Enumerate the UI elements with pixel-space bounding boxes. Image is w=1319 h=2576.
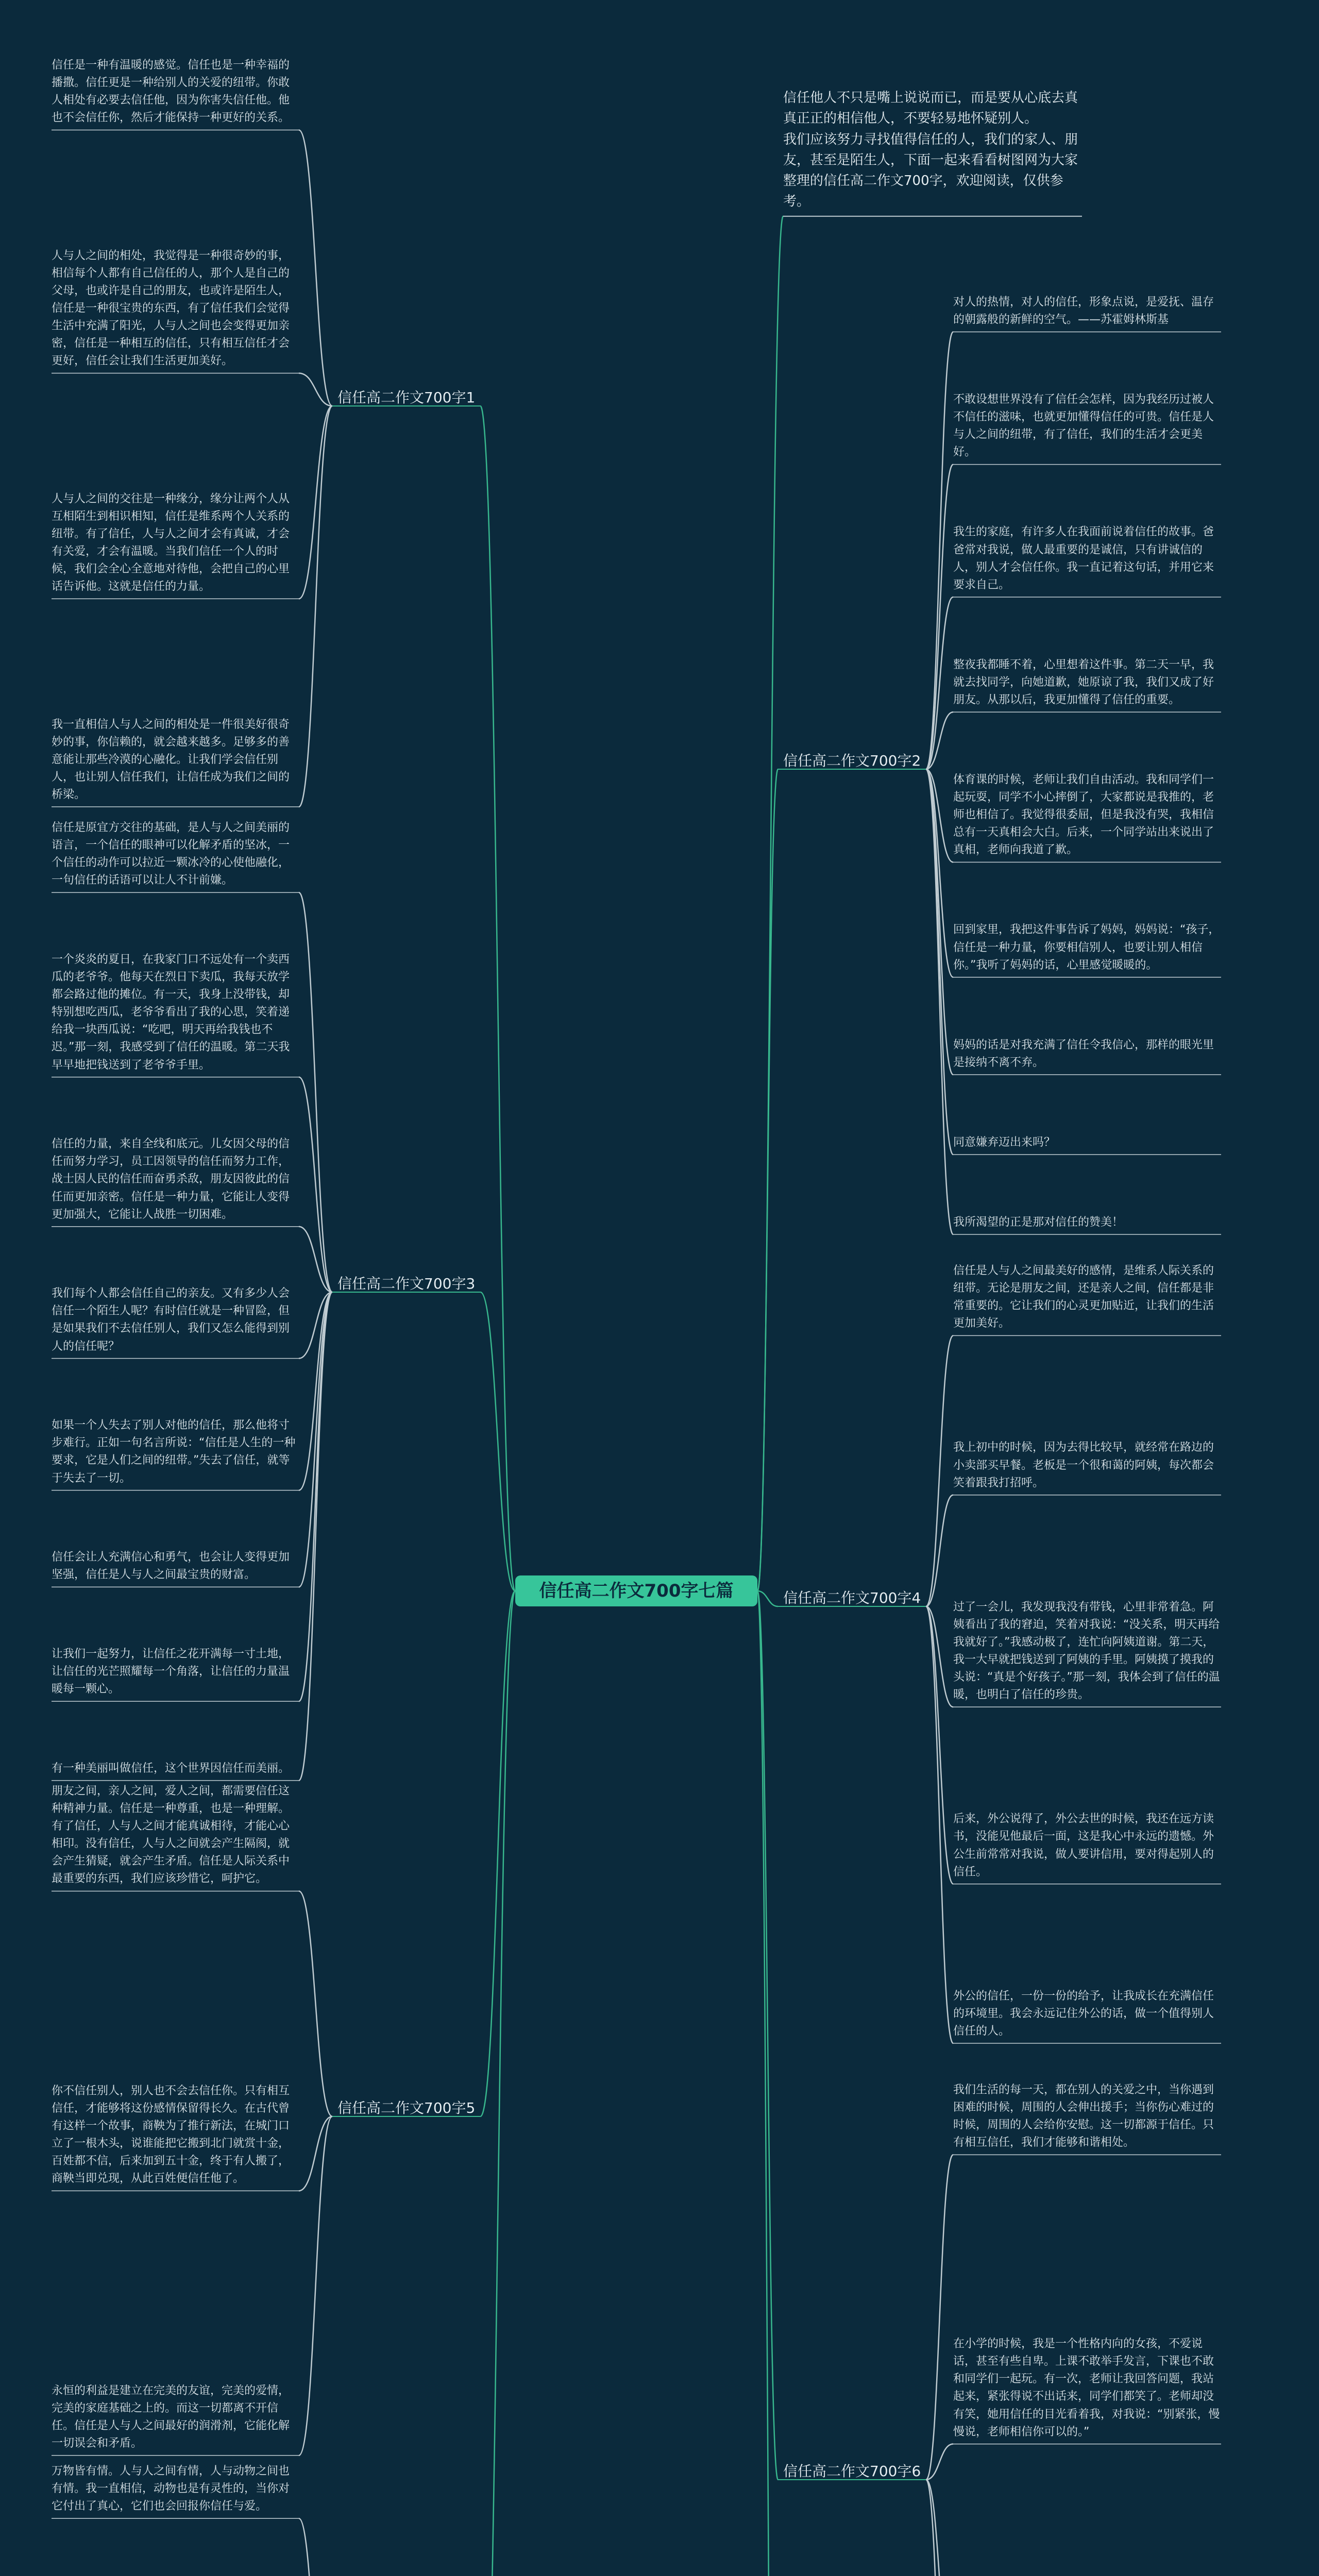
- connector: [480, 406, 515, 1591]
- connector: [926, 465, 953, 769]
- leaf-text: 一个炎炎的夏日，在我家门口不远处有一个卖西瓜的老爷爷。他每天在烈日下卖瓜，我每天放学都会路过他的摊位。有一天，我身上没带钱，却特别想吃西瓜，老爷爷看出了我的心思，笑着递给我一块西瓜说：“吃吧，明天再给我钱也不迟。”那一刻，我感受到了信任的温暖。第二天我早早地把钱送到了老爷爷手里。: [52, 953, 290, 1072]
- connector: [299, 1292, 332, 1781]
- connector: [299, 892, 332, 1292]
- connector: [926, 1606, 953, 2043]
- branch-label[interactable]: 信任高二作文700字2: [783, 752, 921, 769]
- leaf-text: 信任是原宜方交往的基础，是人与人之间美丽的语言，一个信任的眼神可以化解矛盾的坚冰，一个信任的动作可以拉近一颗冰冷的心使他融化，一句信任的话语可以让人不计前嫌。: [52, 821, 290, 887]
- leaf-text: 我们生活的每一天，都在别人的关爱之中，当你遇到困难的时候，周围的人会伸出援手；当你伤心难过的时候，周围的人会给你安慰。这一切都源于信任。只有相互信任，我们才能够和谐相处。: [953, 2083, 1214, 2149]
- leaf-text: 我上初中的时候，因为去得比较早，就经常在路边的小卖部买早餐。老板是一个很和蔼的阿姨，每次都会笑着跟我打招呼。: [953, 1441, 1214, 1489]
- connector: [480, 1591, 515, 2116]
- leaf-text: 整夜我都睡不着，心里想着这件事。第二天一早，我就去找同学，向她道歉，她原谅了我，我们又成了好朋友。从那以后，我更加懂得了信任的重要。: [953, 658, 1214, 706]
- leaf-text: 不敢设想世界没有了信任会怎样，因为我经历过被人不信任的滋味，也就更加懂得信任的可贵。信任是人与人之间的纽带，有了信任，我们的生活才会更美好。: [953, 393, 1214, 459]
- root-node[interactable]: 信任高二作文700字七篇: [515, 1575, 757, 1606]
- branch-label[interactable]: 信任高二作文700字6: [783, 2463, 921, 2480]
- connector: [299, 406, 332, 599]
- leaf-text: 在小学的时候，我是一个性格内向的女孩，不爱说话，甚至有些自卑。上课不敢举手发言，下课也不敢和同学们一起玩。有一次，老师让我回答问题，我站起来，紧张得说不出话来，同学们都笑了。老师却没有笑，她用信任的目光看着我，对我说：“别紧张，慢慢说，老师相信你可以的。”: [953, 2337, 1220, 2438]
- connector: [299, 1292, 332, 1701]
- connector: [299, 2116, 332, 2455]
- leaf-text: 信任是人与人之间最美好的感情，是维系人际关系的纽带。无论是朋友之间，还是亲人之间，信任都是非常重要的。它让我们的心灵更加贴近，让我们的生活更加美好。: [953, 1264, 1214, 1330]
- connector: [926, 1335, 953, 1606]
- connector: [926, 769, 953, 1155]
- leaf-text: 信任是一种有温暖的感觉。信任也是一种幸福的播撒。信任更是一种给别人的关爱的纽带。你敢人相处有必要去信任他，因为你害失信任他。他也不会信任你，然后才能保持一种更好的关系。: [52, 59, 290, 125]
- leaf-text: 你不信任别人，别人也不会去信任你。只有相互信任，才能够将这份感情保留得长久。在古代曾有这样一个故事，商鞅为了推行新法，在城门口立了一根木头，说谁能把它搬到北门就赏十金，百姓都不信，后来加到五十金，终于有人搬了，商鞅当即兑现，从此百姓便信任他了。: [52, 2084, 290, 2185]
- leaf-text: 外公的信任，一份一份的给予，让我成长在充满信任的环境里。我会永远记住外公的话，做一个值得别人信任的人。: [953, 1989, 1214, 2038]
- leaf-text: 如果一个人失去了别人对他的信任，那么他将寸步难行。正如一句名言所说：“信任是人生的一种要求，它是人们之间的纽带。”失去了信任，就等于失去了一切。: [52, 1419, 296, 1485]
- leaf-text: 我生的家庭，有许多人在我面前说着信任的故事。爸爸常对我说，做人最重要的是诚信，只有讲诚信的人，别人才会信任你。我一直记着这句话，并用它来要求自己。: [953, 526, 1214, 591]
- connector: [299, 130, 332, 406]
- branch-label[interactable]: 信任高二作文700字5: [337, 2099, 476, 2116]
- intro-text: 信任他人不只是嘴上说说而已，而是要从心底去真真正正的相信他人，不要轻易地怀疑别人。 我们应该努力寻找值得信任的人，我们的家人、朋友，甚至是陌生人，下面一起来看看树图网为大家整理的信任高二作文700字，欢迎阅读，仅供参考。: [783, 90, 1078, 210]
- connector: [757, 1591, 778, 1606]
- leaf-text: 过了一会儿，我发现我没有带钱，心里非常着急。阿姨看出了我的窘迫，笑着对我说：“没关系，明天再给我就好了。”我感动极了，连忙向阿姨道谢。第二天，我一大早就把钱送到了阿姨的手里。阿姨摸了摸我的头说：“真是个好孩子。”那一刻，我体会到了信任的温暖，也明白了信任的珍贵。: [953, 1600, 1220, 1702]
- leaf-text: 人与人之间的交往是一种缘分，缘分让两个人从互相陌生到相识相知，信任是维系两个人关系的纽带。有了信任，人与人之间才会有真诚，才会有关爱，才会有温暖。当我们信任一个人的时候，我们会全心全意地对待他，会把自己的心里话告诉他。这就是信任的力量。: [52, 492, 290, 594]
- connector: [926, 1495, 953, 1606]
- leaf-text: 回到家里，我把这件事告诉了妈妈，妈妈说：“孩子，信任是一种力量，你要相信别人，也要让别人相信你。”我听了妈妈的话，心里感觉暖暖的。: [953, 923, 1220, 972]
- leaf-text: 永恒的利益是建立在完美的友谊，完美的爱情，完美的家庭基础之上的。而这一切都离不开信任。信任是人与人之间最好的润滑剂，它能化解一切误会和矛盾。: [52, 2384, 290, 2450]
- connector: [299, 2518, 332, 2576]
- connector: [926, 2480, 953, 2576]
- branch-label[interactable]: 信任高二作文700字3: [337, 1275, 476, 1292]
- leaf-text: 人与人之间的相处，我觉得是一种很奇妙的事，相信每个人都有自己信任的人，那个人是自己的父母，也或许是自己的朋友，也或许是陌生人，信任是一种很宝贵的东西，有了信任我们会觉得生活中充满了阳光，人与人之间也会变得更加亲密，信任是一种相互的信任，只有相互信任才会更好，信任会让我们生活更加美好。: [52, 249, 290, 368]
- connector: [757, 216, 783, 1591]
- leaf-text: 我所渴望的正是那对信任的赞美！: [953, 1215, 1124, 1229]
- leaf-text: 信任的力量，来自全线和底元。儿女因父母的信任而努力学习，员工因领导的信任而努力工作，战士因人民的信任而奋勇杀敌，朋友因彼此的信任而更加亲密。信任是一种力量，它能让人变得更加强大，它能让人战胜一切困难。: [52, 1138, 290, 1221]
- leaf-text: 对人的热情，对人的信任，形象点说，是爱抚、温存的朝露般的新鲜的空气。——苏霍姆林斯基: [953, 296, 1214, 327]
- connector: [299, 1227, 332, 1292]
- branch-label[interactable]: 信任高二作文700字1: [337, 389, 476, 406]
- leaf-text: 妈妈的话是对我充满了信任令我信心，那样的眼光里是接纳不离不弃。: [953, 1038, 1214, 1069]
- branch-label[interactable]: 信任高二作文700字4: [783, 1589, 921, 1606]
- leaf-text: 有一种美丽叫做信任，这个世界因信任而美丽。: [52, 1761, 290, 1775]
- connector: [926, 2155, 953, 2480]
- leaf-text: 万物皆有情。人与人之间有情，人与动物之间也有情。我一直相信，动物也是有灵性的，当你对它付出了真心，它们也会回报你信任与爱。: [52, 2465, 290, 2513]
- leaf-text: 朋友之间，亲人之间，爱人之间，都需要信任这种精神力量。信任是一种尊重，也是一种理解。有了信任，人与人之间才能真诚相待，才能心心相印。没有信任，人与人之间就会产生隔阂，就会产生猜疑，就会产生矛盾。信任是人际关系中最重要的东西，我们应该珍惜它，呵护它。: [52, 1785, 290, 1886]
- connector: [299, 373, 332, 406]
- leaf-text: 让我们一起努力，让信任之花开满每一寸土地，让信任的光芒照耀每一个角落，让信任的力量温暖每一颗心。: [52, 1648, 290, 1696]
- leaf-text: 同意嫌弃迈出来吗？: [953, 1136, 1056, 1149]
- leaf-text: 信任会让人充满信心和勇气，也会让人变得更加坚强，信任是人与人之间最宝贵的财富。: [52, 1551, 290, 1582]
- connector: [926, 332, 953, 769]
- leaf-text: 我们每个人都会信任自己的亲友。又有多少人会信任一个陌生人呢？有时信任就是一种冒险，但是如果我们不去信任别人，我们又怎么能得到别人的信任呢？: [52, 1287, 290, 1353]
- connector: [926, 769, 953, 1234]
- connector: [480, 1591, 515, 2576]
- connector: [299, 1292, 332, 1490]
- connector: [299, 1891, 332, 2116]
- connector: [926, 2444, 953, 2480]
- leaf-text: 体育课的时候，老师让我们自由活动。我和同学们一起玩耍，同学不小心摔倒了，大家都说是我推的，老师也相信了。我觉得很委屈，但是我没有哭，我相信总有一天真相会大白。后来，一个同学站出来说出了真相，老师向我道了歉。: [953, 773, 1214, 857]
- leaf-text: 我一直相信人与人之间的相处是一件很美好很奇妙的事，你信赖的，就会越来越多。足够多的善意能让那些冷漠的心融化。让我们学会信任别人，也让别人信任我们，让信任成为我们之间的桥梁。: [52, 718, 290, 801]
- leaf-text: 后来，外公说得了，外公去世的时候，我还在远方读书，没能见他最后一面，这是我心中永远的遗憾。外公生前常常对我说，做人要讲信用，要对得起别人的信任。: [953, 1812, 1214, 1878]
- connector: [299, 406, 332, 807]
